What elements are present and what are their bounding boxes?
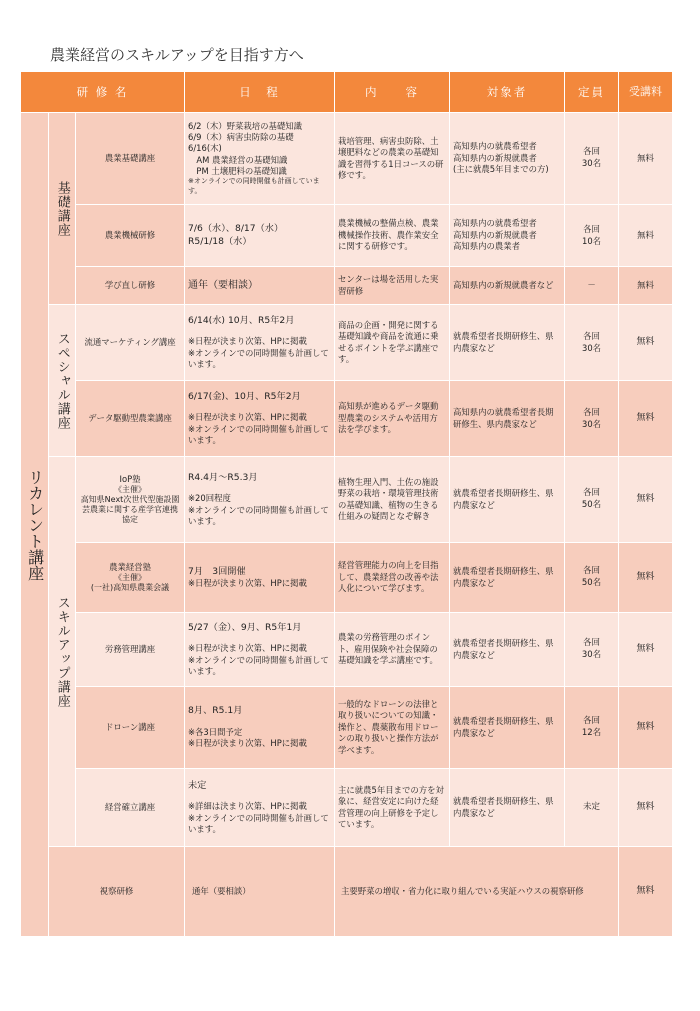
course-content: 栽培管理、病害虫防除、土壌肥料などの農業の基礎知識を習得する1日コースの研修です。 (335, 113, 450, 205)
course-content: 農業の労務管理のポイント、雇用保険や社会保障の基礎知識を学ぶ講座です。 (335, 613, 450, 687)
course-fee: 無料 (619, 205, 673, 267)
course-fee: 無料 (619, 305, 673, 381)
course-name: 学び直し研修 (76, 267, 185, 305)
course-name: ドローン講座 (76, 687, 185, 769)
course-capacity: 未定 (565, 769, 619, 847)
course-name: 経営確立講座 (76, 769, 185, 847)
course-target: 高知県内の新規就農者など (450, 267, 565, 305)
header-capacity: 定員 (565, 72, 619, 113)
course-content: 商品の企画・開発に関する基礎知識や商品を流通に乗せるポイントを学ぶ講座です。 (335, 305, 450, 381)
course-content: センターは場を活用した実習研修 (335, 267, 450, 305)
header-fee: 受講料 (619, 72, 673, 113)
table-row (21, 113, 673, 205)
course-name: 視察研修 (49, 847, 185, 937)
course-target: 高知県内の就農希望者 高知県内の新規就農者 高知県内の農業者 (450, 205, 565, 267)
course-capacity: 各回 50名 (565, 457, 619, 543)
course-target: 就農希望者長期研修生、県内農家など (450, 687, 565, 769)
course-fee: 無料 (619, 613, 673, 687)
course-fee: 無料 (619, 457, 673, 543)
course-name: 農業機械研修 (76, 205, 185, 267)
course-name: 農業経営塾 《主催》 (一社)高知県農業会議 (76, 543, 185, 613)
course-target: 就農希望者長期研修生、県内農家など (450, 613, 565, 687)
course-capacity: － (565, 267, 619, 305)
course-schedule: 7/6（水）、8/17（水） R5/1/18（水） (185, 205, 335, 267)
course-content: 一般的なドローンの法律と取り扱いについての知識・操作と、農薬散布用ドローンの取り扱いと操作方法が学べます。 (335, 687, 450, 769)
course-capacity: 各回 30名 (565, 305, 619, 381)
course-content: 主要野菜の増収・省力化に取り組んでいる実証ハウスの視察研修 (335, 847, 619, 937)
header-target: 対象者 (450, 72, 565, 113)
course-content: 主に就農5年目までの方を対象に、経営安定に向けた経営管理の向上研修を予定しています。 (335, 769, 450, 847)
course-name: データ駆動型農業講座 (76, 381, 185, 457)
course-schedule: 6/17(金)、10月、R5年2月 ※日程が決まり次第、HPに掲載 ※オンラインでの同時開催も計画しています。 (185, 381, 335, 457)
course-schedule: 5/27（金）、9月、R5年1月 ※日程が決まり次第、HPに掲載 ※オンラインでの同時開催も計画しています。 (185, 613, 335, 687)
course-fee: 無料 (619, 769, 673, 847)
course-fee: 無料 (619, 543, 673, 613)
course-capacity: 各回 30名 (565, 381, 619, 457)
page-title: 農業経営のスキルアップを目指す方へ (50, 46, 304, 64)
header-schedule: 日 程 (185, 72, 335, 113)
course-fee: 無料 (619, 847, 673, 937)
course-content: 経営管理能力の向上を目指して、農業経営の改善や法人化について学びます。 (335, 543, 450, 613)
recurrent-label: リカレント講座 (25, 468, 45, 581)
table-row (21, 305, 673, 381)
course-target: 高知県内の就農希望者長期研修生、県内農家など (450, 381, 565, 457)
course-schedule: 7月 3回開催 ※日程が決まり次第、HPに掲載 (185, 543, 335, 613)
course-fee: 無料 (619, 113, 673, 205)
course-capacity: 各回 10名 (565, 205, 619, 267)
course-capacity: 各回 30名 (565, 113, 619, 205)
group-special-cell (49, 305, 76, 457)
group-basic-label: 基礎講座 (54, 180, 70, 237)
header-content: 内 容 (335, 72, 450, 113)
course-fee: 無料 (619, 267, 673, 305)
table-row (21, 847, 673, 937)
course-name: 労務管理講座 (76, 613, 185, 687)
table-row (21, 769, 673, 847)
course-name: 流通マーケティング講座 (76, 305, 185, 381)
table-row (21, 267, 673, 305)
table-row (21, 457, 673, 543)
group-skillup-cell (49, 457, 76, 847)
table-row (21, 543, 673, 613)
course-schedule: 8月、R5.1月 ※各3日間予定 ※日程が決まり次第、HPに掲載 (185, 687, 335, 769)
course-content: 農業機械の整備点検、農業機械操作技術、農作業安全に関する研修です。 (335, 205, 450, 267)
course-schedule: R4.4月～R5.3月 ※20回程度 ※オンラインでの同時開催も計画しています。 (185, 457, 335, 543)
course-target: 就農希望者長期研修生、県内農家など (450, 305, 565, 381)
course-target: 高知県内の就農希望者 高知県内の新規就農者 (主に就農5年目までの方) (450, 113, 565, 205)
course-fee: 無料 (619, 687, 673, 769)
course-name: IoP塾 《主催》 高知県Next次世代型施設園芸農業に関する産学官連携協定 (76, 457, 185, 543)
course-fee: 無料 (619, 381, 673, 457)
course-schedule: 通年（要相談） (185, 267, 335, 305)
header-row (21, 72, 673, 113)
course-schedule: 未定 ※詳細は決まり次第、HPに掲載 ※オンラインでの同時開催も計画しています。 (185, 769, 335, 847)
table-row (21, 613, 673, 687)
header-name: 研 修 名 (21, 72, 185, 113)
training-table (20, 71, 673, 937)
table-row (21, 381, 673, 457)
course-schedule: 6/14(水) 10月、R5年2月 ※日程が決まり次第、HPに掲載 ※オンラインでの同時開催も計画しています。 (185, 305, 335, 381)
course-target: 就農希望者長期研修生、県内農家など (450, 769, 565, 847)
course-content: 高知県が進めるデータ駆動型農業のシステムや活用方法を学びます。 (335, 381, 450, 457)
table-row (21, 687, 673, 769)
course-capacity: 各回 12名 (565, 687, 619, 769)
group-skillup-label: スキルアップ講座 (54, 595, 70, 708)
course-capacity: 各回 30名 (565, 613, 619, 687)
course-schedule: 6/2（木）野菜栽培の基礎知識 6/9（木）病害虫防除の基礎 6/16(木) AM 農業経営の基礎知識 PM 土壌肥料の基礎知識 ※オンラインでの同時開催も計画しています。 (185, 113, 335, 205)
course-schedule: 通年（要相談） (185, 847, 335, 937)
course-target: 就農希望者長期研修生、県内農家など (450, 457, 565, 543)
course-name: 農業基礎講座 (76, 113, 185, 205)
course-capacity: 各回 50名 (565, 543, 619, 613)
recurrent-label-cell (21, 113, 49, 937)
group-special-label: スペシャル講座 (54, 331, 70, 430)
course-content: 植物生理入門、土佐の施設野菜の栽培・環境管理技術の基礎知識、植物の生きる仕組みの疑問となぞ解き (335, 457, 450, 543)
group-basic-cell (49, 113, 76, 305)
table-row (21, 205, 673, 267)
course-target: 就農希望者長期研修生、県内農家など (450, 543, 565, 613)
